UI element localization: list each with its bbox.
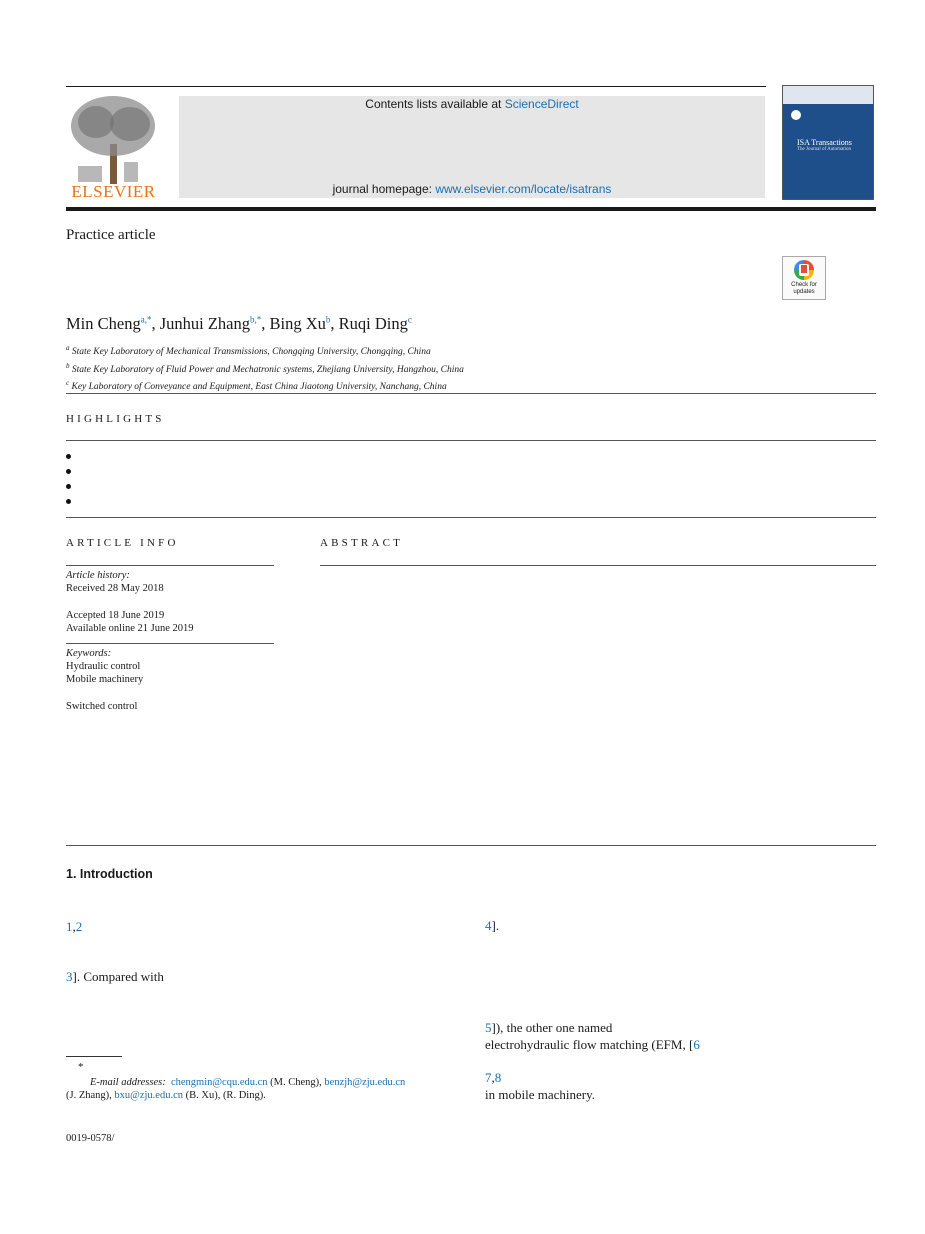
intro-left-refs-1: 1,2 xyxy=(66,919,83,934)
citation-link[interactable]: 2 xyxy=(75,919,83,934)
divider xyxy=(66,643,274,644)
citation-link[interactable]: 3 xyxy=(66,969,73,984)
article-history xyxy=(66,569,274,635)
elsevier-logo xyxy=(66,94,161,200)
crossmark-icon xyxy=(794,260,814,280)
citation-link[interactable]: 4 xyxy=(485,918,492,933)
journal-cover xyxy=(782,85,874,200)
divider xyxy=(320,565,876,566)
divider xyxy=(66,517,876,518)
author-affil-mark[interactable]: a,* xyxy=(140,314,152,325)
email-label: E-mail addresses: xyxy=(90,1077,166,1088)
accepted-date: Accepted 18 June 2019 xyxy=(66,610,165,621)
homepage-line xyxy=(179,181,765,197)
citation-link[interactable]: 7 xyxy=(485,1070,492,1085)
intro-right-line-2 xyxy=(485,1020,612,1036)
footnote-star: * xyxy=(78,1061,84,1073)
highlight-bullet xyxy=(66,484,71,489)
received-date: Received 28 May 2018 xyxy=(66,583,164,594)
check-for-updates-button[interactable] xyxy=(782,256,826,300)
section-heading: 1. Introduction xyxy=(66,867,153,881)
footnote-emails xyxy=(66,1076,466,1102)
journal-banner xyxy=(179,96,765,198)
contents-line xyxy=(179,96,765,112)
author-name: Junhui Zhang xyxy=(159,314,251,333)
email-owner: (B. Xu), (R. Ding). xyxy=(182,1090,266,1101)
author-affil-mark[interactable]: b,* xyxy=(250,314,262,325)
divider xyxy=(66,565,274,566)
keyword-item: Hydraulic control xyxy=(66,661,141,672)
article-info-heading: ARTICLE INFO xyxy=(66,537,179,549)
available-date: Available online 21 June 2019 xyxy=(66,623,194,634)
highlights-heading: HIGHLIGHTS xyxy=(66,413,165,425)
cover-title: ISA Transactions xyxy=(797,138,852,147)
email-owner: (J. Zhang), xyxy=(66,1090,115,1101)
keywords-block xyxy=(66,647,274,713)
check-updates-text xyxy=(783,282,825,296)
affiliation-a: $^a$ State Key Laboratory of Mechanical Transmissions, Chongqing University, Chongqing, China xyxy=(66,344,431,358)
keyword-item: Switched control xyxy=(66,701,138,712)
highlight-bullet xyxy=(66,469,71,474)
body-text: ]. Compared with xyxy=(72,969,164,984)
author-affil-mark[interactable]: c xyxy=(407,314,412,325)
header-thick-rule xyxy=(66,207,876,211)
abstract-heading: ABSTRACT xyxy=(320,537,404,549)
affiliations xyxy=(66,342,464,395)
intro-left-line-2 xyxy=(66,969,164,985)
publisher-name: ELSEVIER xyxy=(71,182,156,201)
check-updates-line1: Check for xyxy=(791,282,817,288)
body-text: electrohydraulic flow matching (EFM, [ xyxy=(485,1037,694,1052)
intro-right-line-1 xyxy=(485,918,499,934)
email-link[interactable]: benzjh@zju.edu.cn xyxy=(324,1077,406,1088)
email-link[interactable]: bxu@zju.edu.cn xyxy=(114,1090,183,1101)
author-name: Min Cheng xyxy=(66,314,141,333)
affiliation-c: $^c$ Key Laboratory of Conveyance and Equipment, East China Jiaotong University, Nanchang, China xyxy=(66,379,447,393)
author-affil-mark[interactable]: b xyxy=(325,314,331,325)
intro-right-line-5: in mobile machinery. xyxy=(485,1087,595,1102)
citation-link[interactable]: 6 xyxy=(693,1037,700,1052)
divider xyxy=(66,440,876,441)
author-name: Bing Xu xyxy=(269,314,326,333)
affiliation-b: $^b$ State Key Laboratory of Fluid Power and Mechatronic systems, Zhejiang University, Hangzhou, China xyxy=(66,361,464,375)
issn: 0019-0578/ xyxy=(66,1133,115,1144)
body-text: ]. xyxy=(491,918,500,933)
contents-prefix: Contents lists available at xyxy=(365,97,505,111)
journal-homepage-link[interactable]: www.elsevier.com/locate/isatrans xyxy=(435,182,612,196)
citation-link[interactable]: 1 xyxy=(66,919,73,934)
cover-top-band xyxy=(783,86,873,104)
author-separator: , xyxy=(261,314,270,333)
intro-right-line-4: 7,8 xyxy=(485,1070,502,1085)
citation-link[interactable]: 5 xyxy=(485,1020,492,1035)
cover-subtitle: The Journal of Automation xyxy=(797,147,852,152)
email-owner: (M. Cheng), xyxy=(267,1077,325,1088)
body-text: ]), the other one named xyxy=(491,1020,613,1035)
highlight-bullet xyxy=(66,499,71,504)
highlight-bullet xyxy=(66,454,71,459)
article-type: Practice article xyxy=(66,227,156,243)
divider xyxy=(66,393,876,394)
divider xyxy=(66,845,876,846)
isa-logo-icon xyxy=(791,110,801,120)
citation-link[interactable]: 8 xyxy=(494,1070,502,1085)
keywords-label: Keywords: xyxy=(66,648,112,659)
author-name: Ruqi Ding xyxy=(338,314,408,333)
author-list xyxy=(66,314,412,334)
homepage-prefix: journal homepage: xyxy=(332,182,436,196)
author-separator: , xyxy=(330,314,339,333)
sciencedirect-link[interactable]: ScienceDirect xyxy=(504,97,579,111)
check-updates-line2: updates xyxy=(793,289,815,295)
footnote-rule xyxy=(66,1056,122,1057)
header-top-rule xyxy=(66,86,766,87)
author-separator: , xyxy=(151,314,160,333)
history-label: Article history: xyxy=(66,570,130,581)
intro-right-line-3 xyxy=(485,1037,700,1053)
email-link[interactable]: chengmin@cqu.edu.cn xyxy=(170,1077,268,1088)
keyword-item: Mobile machinery xyxy=(66,674,144,685)
